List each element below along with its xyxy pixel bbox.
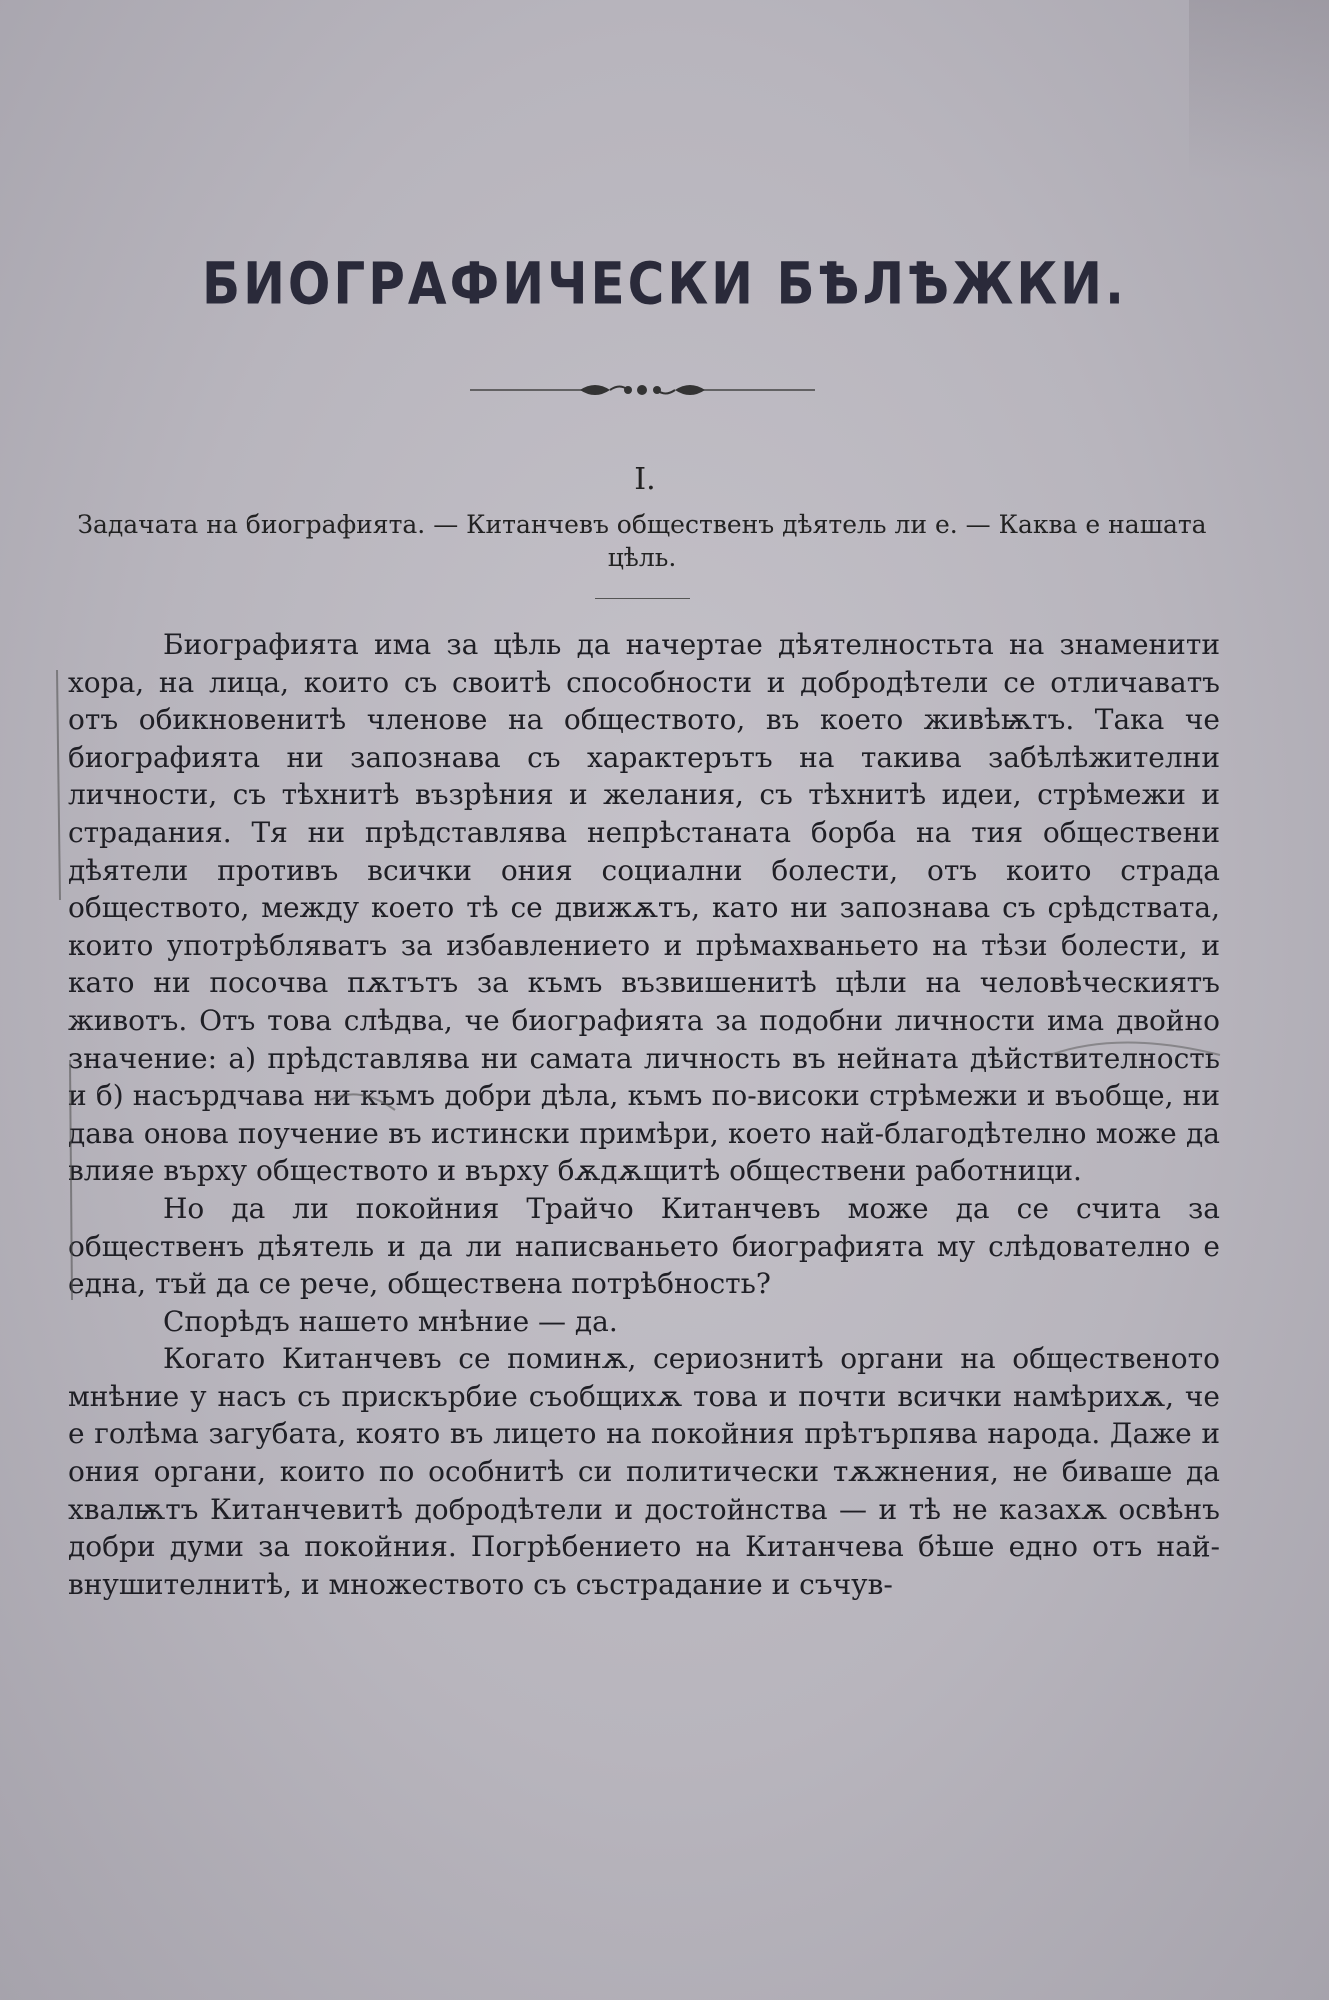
paragraph: Но да ли покойния Трайчо Китанчевъ може да се счита за общественъ дѣятель и да ли написваньето биографията му слѣдователно е една, тъй да се рече, обществена потрѣбность? xyxy=(68,1191,1220,1301)
section-number: I. xyxy=(634,462,656,497)
body-text xyxy=(68,626,1220,1603)
section-divider xyxy=(595,598,690,599)
paragraph: Когато Китанчевъ се поминѫ, сериознитѣ органи на общественото мнѣние у насъ съ прискърбие съобщихѫ това и почти всички намѣрихѫ, че е голѣма загубата, която въ лицето на покойния прѣтърпява народа. Даже и ония органи, които по особнитѣ си политически тѫжнения, не биваше да хвалѭтъ Китанчевитѣ добродѣтели и достойнства — и тѣ не казахѫ освѣнъ добри думи за покойния. Погрѣбението на Китанчева бѣше едно отъ най-внушителнитѣ, и множеството съ състрадание и съчув- xyxy=(68,1342,1220,1601)
bleed-through xyxy=(1189,0,1329,180)
section-summary: Задачата на биографията. — Китанчевъ общественъ дѣятель ли е. — Каква е нашата цѣль. xyxy=(77,510,1207,572)
paragraph: Биографията има за цѣль да начертае дѣятелностьта на знаменити хора, на лица, които съ своитѣ способности и добродѣтели се отличаватъ отъ обикновенитѣ членове на обществото, въ което живѣѭтъ. Така че биографията ни запознава съ характерътъ на такива забѣлѣжителни личности, съ тѣхнитѣ възрѣния и желания, съ тѣхнитѣ идеи, стрѣмежи и страдания. Тя ни прѣдставлява непрѣстанатa борба на тия обществени дѣятели противъ всички ония социални болести, отъ които страда обществото, между което тѣ се движѫтъ, като ни запознава съ срѣдствата, които употрѣбляватъ за избавлението и прѣмахваньето на тѣзи болести, и като ни посочва пѫтътъ за къмъ възвишенитѣ цѣли на человѣческиятъ животъ. Отъ това слѣдва, че биографията за подобни личности има двойно значение: а) прѣдставлява ни самата личность въ нейната дѣйствителность и б) насърдчава ни къмъ добри дѣла, къмъ по-високи стрѣмежи и въобще, ни дава онова поучение въ истински примѣри, което най-благодѣтелно може да влияе върху обществото и върху бѫдѫщитѣ обществени работници. xyxy=(68,628,1220,1188)
paragraph: Спорѣдъ нашето мнѣние — да. xyxy=(163,1304,618,1338)
title-ornament xyxy=(470,375,815,405)
page-title: БИОГРАФИЧЕСКИ БѢЛѢЖКИ. xyxy=(201,250,1128,318)
